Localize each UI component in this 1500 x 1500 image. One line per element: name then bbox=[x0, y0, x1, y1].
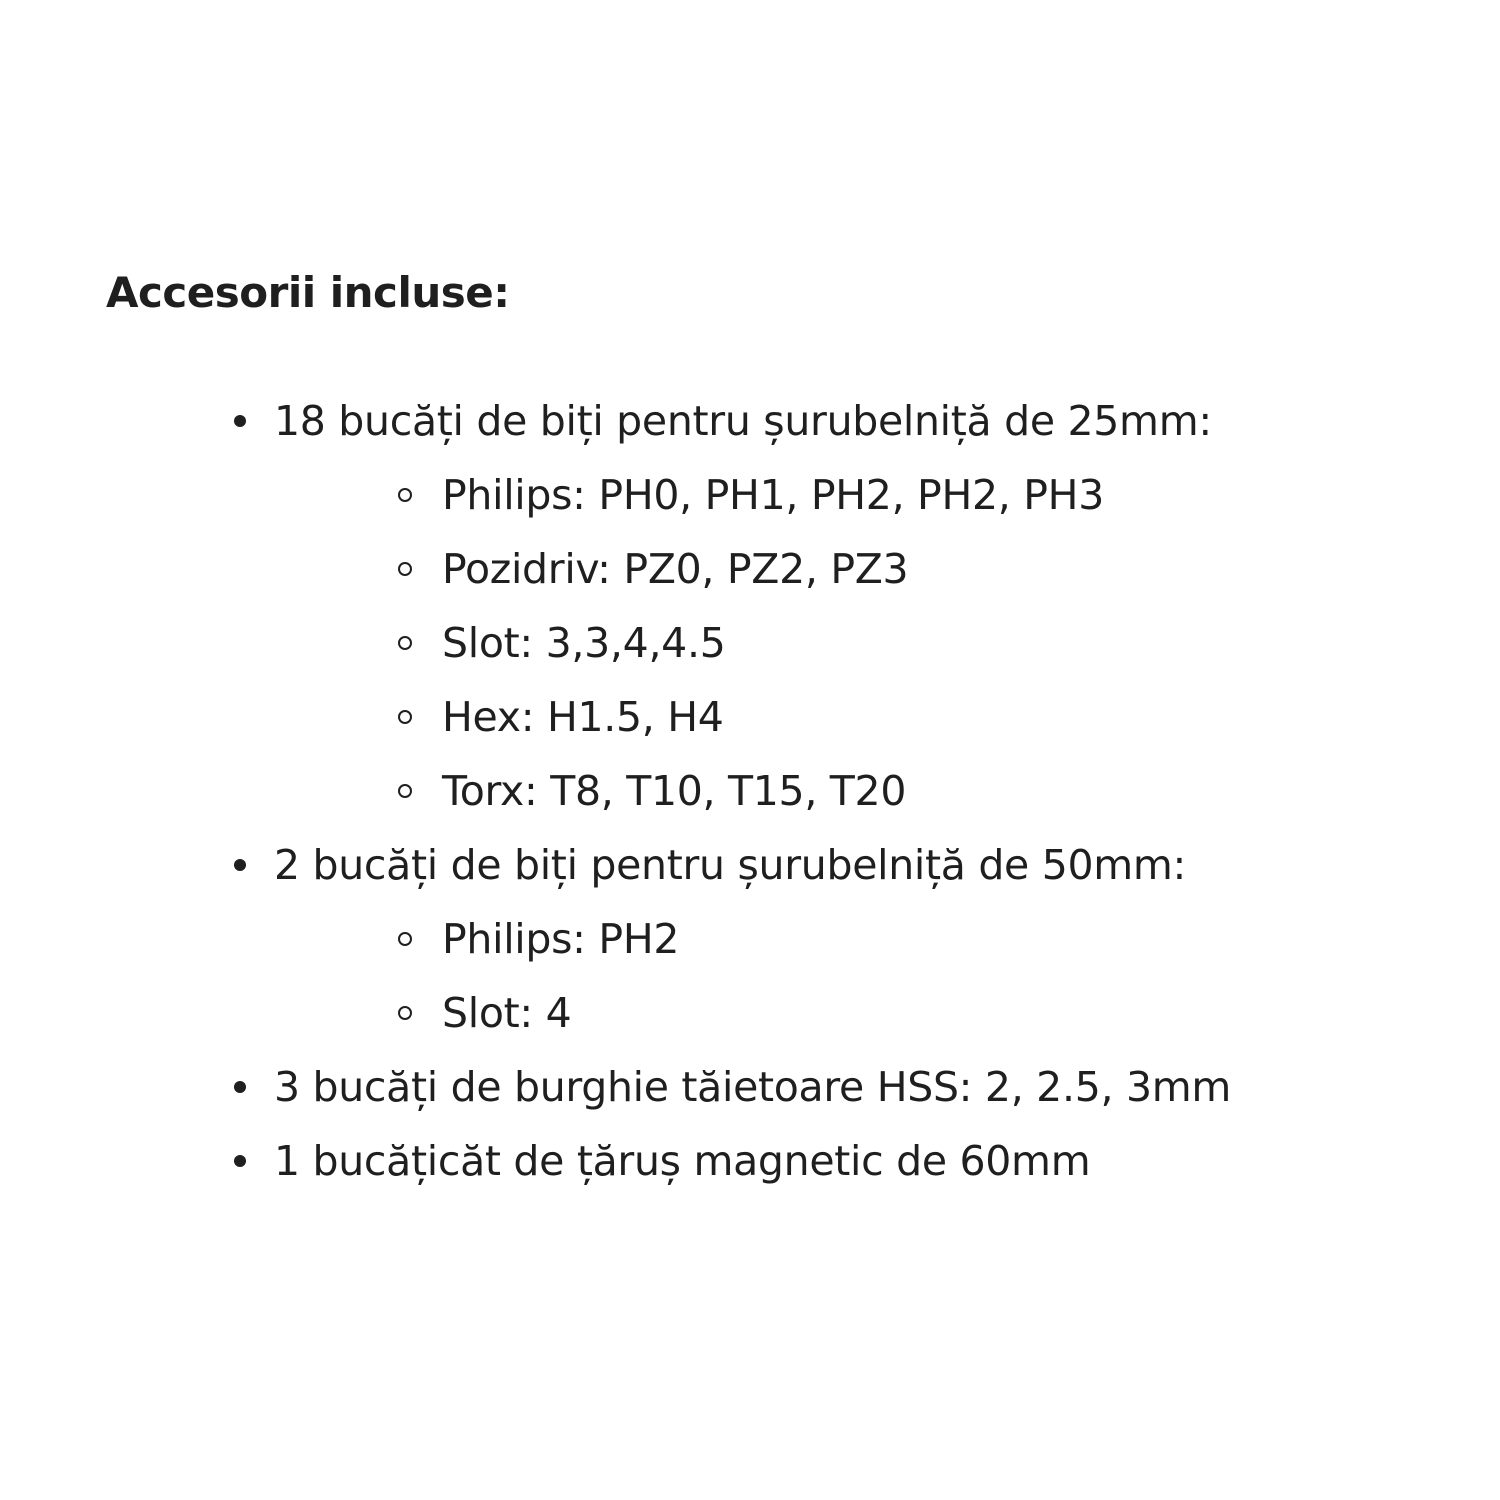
list-item-text: 18 bucăți de biți pentru șurubelniță de 25mm: bbox=[274, 397, 1212, 445]
sub-list bbox=[226, 902, 1231, 1050]
sub-list-item bbox=[0, 680, 1231, 754]
sub-list-item bbox=[0, 976, 1231, 1050]
circle-bullet-icon bbox=[398, 562, 412, 576]
list-item-text: 3 bucăți de burghie tăietoare HSS: 2, 2.5, 3mm bbox=[274, 1063, 1232, 1111]
sub-item-text: Pozidriv: PZ0, PZ2, PZ3 bbox=[442, 545, 909, 593]
sub-item-text: Philips: PH0, PH1, PH2, PH2, PH3 bbox=[442, 471, 1104, 519]
sub-item-text: Hex: H1.5, H4 bbox=[442, 693, 724, 741]
sub-list-item bbox=[0, 902, 1231, 976]
circle-bullet-icon bbox=[398, 488, 412, 502]
sub-list-item bbox=[0, 532, 1231, 606]
list-item-2 bbox=[226, 828, 1231, 1050]
list-item-1 bbox=[226, 384, 1231, 828]
circle-bullet-icon bbox=[398, 932, 412, 946]
sub-list-item bbox=[0, 606, 1231, 680]
list-item-4 bbox=[226, 1124, 1231, 1198]
sub-item-text: Slot: 4 bbox=[442, 989, 572, 1037]
circle-bullet-icon bbox=[398, 784, 412, 798]
sub-item-text: Torx: T8, T10, T15, T20 bbox=[442, 767, 907, 815]
circle-bullet-icon bbox=[398, 1006, 412, 1020]
list-item-3 bbox=[226, 1050, 1231, 1124]
section-heading: Accesorii incluse: bbox=[106, 268, 510, 317]
sub-item-text: Slot: 3,3,4,4.5 bbox=[442, 619, 726, 667]
list-item-text: 2 bucăți de biți pentru șurubelniță de 50mm: bbox=[274, 841, 1187, 889]
bullet-icon bbox=[234, 1155, 246, 1167]
bullet-icon bbox=[234, 1081, 246, 1093]
accessories-list bbox=[226, 384, 1231, 1198]
sub-list bbox=[226, 458, 1231, 828]
circle-bullet-icon bbox=[398, 710, 412, 724]
bullet-icon bbox=[234, 415, 246, 427]
list-item-text: 1 bucățicăt de țăruș magnetic de 60mm bbox=[274, 1137, 1091, 1185]
circle-bullet-icon bbox=[398, 636, 412, 650]
sub-item-text: Philips: PH2 bbox=[442, 915, 680, 963]
sub-list-item bbox=[0, 458, 1231, 532]
sub-list-item bbox=[0, 754, 1231, 828]
bullet-icon bbox=[234, 859, 246, 871]
